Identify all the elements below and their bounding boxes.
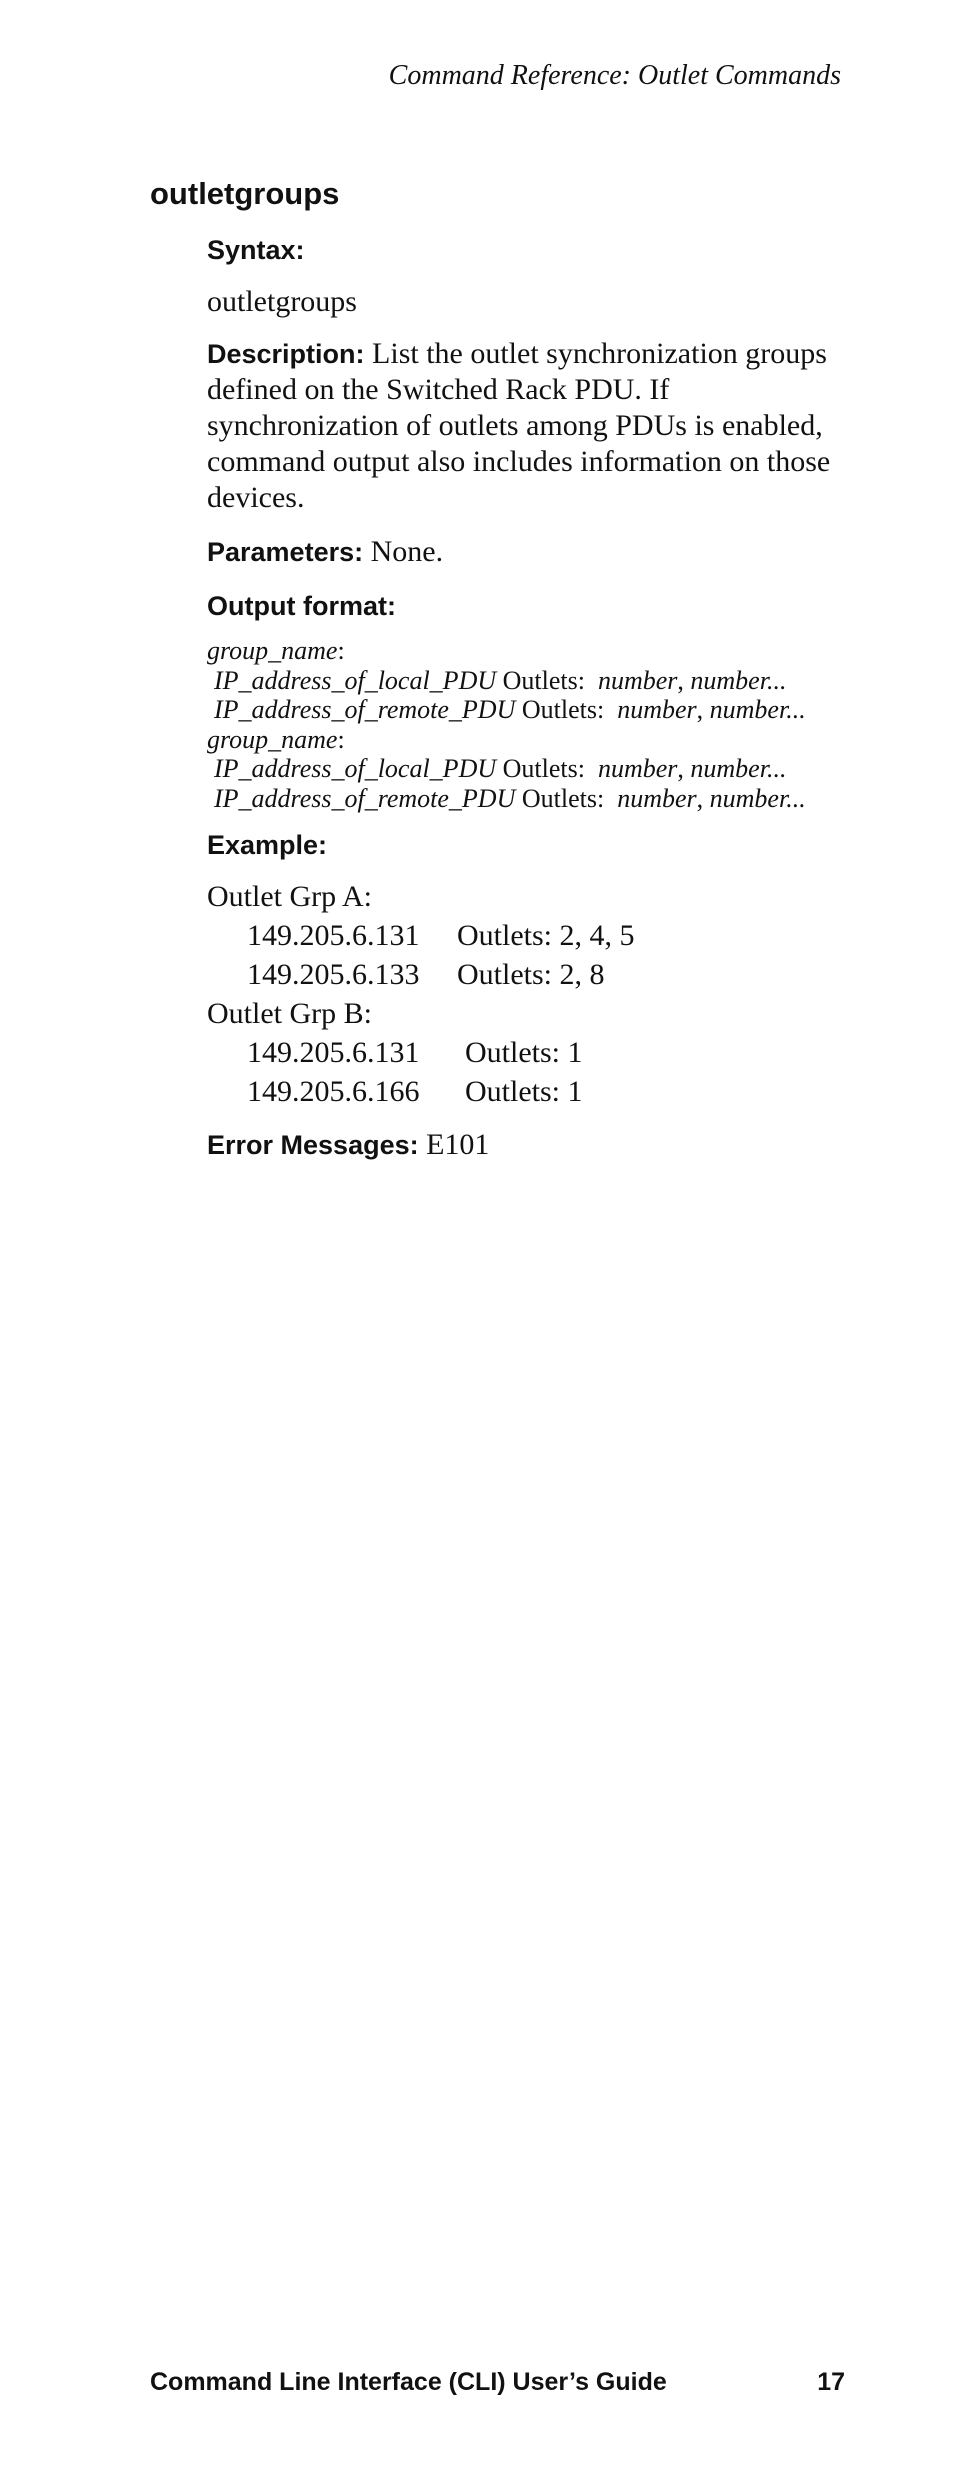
example-row xyxy=(207,1072,847,1111)
output-format-block xyxy=(207,636,847,813)
command-body xyxy=(207,232,847,1163)
example-label: Example: xyxy=(207,830,328,860)
example-ip: 149.205.6.131 xyxy=(247,919,420,952)
example-outlets: Outlets: 1 xyxy=(465,1075,583,1108)
parameters xyxy=(207,534,847,570)
example-block xyxy=(207,877,847,1111)
error-messages-label: Error Messages: xyxy=(207,1130,419,1160)
example-row xyxy=(207,955,847,994)
example-row xyxy=(207,916,847,955)
example-outlets: Outlets: 2, 8 xyxy=(457,958,605,991)
error-messages-value: E101 xyxy=(426,1128,490,1161)
example-group-a: Outlet Grp A: xyxy=(207,880,372,913)
description xyxy=(207,336,847,516)
example-outlets: Outlets: 1 xyxy=(465,1036,583,1069)
format-line-remote: IP_address_of_remote_PDU Outlets: number, number... xyxy=(214,695,806,724)
format-line-remote: IP_address_of_remote_PDU Outlets: number, number... xyxy=(214,783,806,813)
format-line-group: group_name: xyxy=(207,724,345,754)
format-line-local: IP_address_of_local_PDU Outlets: number, number... xyxy=(214,754,787,783)
running-header: Command Reference: Outlet Commands xyxy=(388,60,841,91)
error-messages xyxy=(207,1127,847,1163)
description-label: Description: xyxy=(207,339,365,369)
format-line-group: group_name: xyxy=(207,636,345,665)
example-outlets: Outlets: 2, 4, 5 xyxy=(457,919,635,952)
output-format-label: Output format: xyxy=(207,591,396,621)
command-title: outletgroups xyxy=(150,176,340,211)
syntax-label: Syntax: xyxy=(207,235,305,265)
example-ip: 149.205.6.131 xyxy=(247,1036,420,1069)
parameters-label: Parameters: xyxy=(207,537,364,567)
footer-page-number: 17 xyxy=(817,2368,845,2396)
example-row xyxy=(207,1033,847,1072)
footer-guide-title: Command Line Interface (CLI) User’s Guide xyxy=(150,2368,667,2396)
parameters-value: None. xyxy=(370,535,444,568)
example-group-b: Outlet Grp B: xyxy=(207,997,372,1030)
example-ip: 149.205.6.133 xyxy=(247,958,420,991)
example-ip: 149.205.6.166 xyxy=(247,1075,420,1108)
syntax-value: outletgroups xyxy=(207,285,357,318)
description-text: List the outlet synchronization groups defined on the Switched Rack PDU. If synchronization of outlets among PDUs is enabled, command output also includes information on those devices. xyxy=(207,337,831,514)
format-line-local: IP_address_of_local_PDU Outlets: number, number... xyxy=(214,665,787,695)
